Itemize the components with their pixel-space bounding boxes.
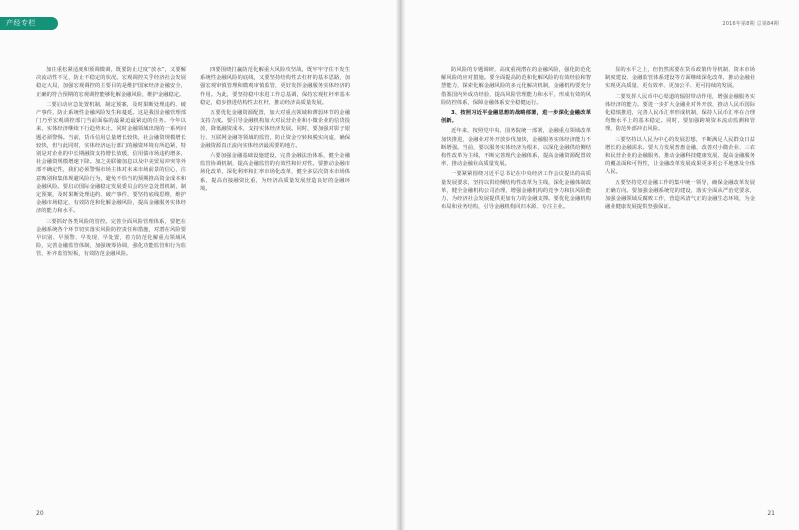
paragraph: 近年来，按照党中央、国务院统一部署，金融重点领域改革加快推进，金融业对外开放步伐加快，金融服务实体经济能力不断增强。当前，要以服务实体经济为根本，以深化金融供给侧结构性改革为主线，不断完善现代金融体系，提高金融资源配置效率，推动金融业高质量发展。 <box>441 128 591 168</box>
paragraph: 六要加强金融基础设施建设，完善金融法治体系，健全金融监管协调机制，提高金融监管的有效性和针对性。要推动金融市场化改革，深化利率和汇率市场化改革，健全多层次资本市场体系，提高直接融资比重，为经济高质量发展营造良好的金融环境。 <box>200 153 350 192</box>
issue-info: 2016年第8期 总第84期 <box>722 21 779 27</box>
left-page <box>0 0 399 530</box>
paragraph: 五要优化金融资源配置，加大对重点领域和薄弱环节的金融支持力度。要引导金融机构加大对民营企业和小微企业的信贷投放，降低融资成本，支持实体经济发展。同时，要加强对影子银行、互联网金融等领域的监管，防止资金空转和脱实向虚，确保金融资源真正流向实体经济最需要的地方。 <box>200 110 350 149</box>
right-page-column-1 <box>441 66 591 486</box>
section-heading: 3、按照习近平金融思想的战略部署，进一步深化金融改革创新。 <box>441 110 591 125</box>
paragraph: 三要抓好各类风险的管控。完善全面风险管理体系，要把在金融系统各个环节切实落实风险防控责任和措施，对潜在风险要早识别、早预警、早发现、早处置，着力防范化解重点领域风险，完善金融监管体制，加强统筹协调，强化功能监管和行为监管，补齐监管短板，有效防范金融风险。 <box>36 218 186 258</box>
right-page-column-2 <box>605 66 755 486</box>
page-number-left: 20 <box>36 510 44 517</box>
paragraph: 五要坚持党对金融工作的集中统一领导，确保金融改革发展正确方向。要加强金融系统党的建设，落实全面从严治党要求，加强金融领域反腐败工作，营造风清气正的金融生态环境，为金融业健康发展提供坚强保证。 <box>605 179 755 211</box>
paragraph: 三要坚持以人民为中心的发展思想，不断满足人民群众日益增长的金融需求。要大力发展普惠金融，改善对小微企业、三农和民营企业的金融服务，推动金融科技健康发展，提高金融服务的覆盖面和可得性，让金融改革发展成果更多更公平地惠及全体人民。 <box>605 136 755 176</box>
paragraph: 二要启动应急处置机制，制定预案，及时果断处理违约、破产事件，防止系统性金融风险发生和蔓延。这是我国金融管理部门乃至宏观调控部门当前面临的最紧迫最紧迫的任务。今年以来，实体经济继续下行趋势未止，同时金融领域出现的一系列问题必须警惕。当前，货币信用总量增长较快，社会融资规模增长较快，但与此同时，实体经济运行部门的融资环境有所趋紧，特别是对企业的中长期融资支持增长放缓，信用债市场违约增多，社会融资规模增速下降。加之美联储加息以及中美贸易冲突等外部不确定性，我们必须警惕市场主体对未来市场前景的信心，注意甄别和集体规避风险行为，避免不恰当的预期推高资金成本和金融风险。要启动国际金融稳定发展委员会的应急处置机制，制定预案，及时果断处理违约、破产事件，要坚持底线思维，维护金融市场稳定，有效防范和化解金融风险，提高金融服务实体经济的能力和水平。 <box>36 101 186 215</box>
left-page-column-2 <box>200 66 350 486</box>
section-tab: 产经专栏 <box>0 17 58 30</box>
right-page <box>401 0 799 530</box>
paragraph: 显的水平之上，但仍然需要在货币政策传导机制、资本市场制度建设、金融监管体系建设等方面继续深化改革，推动金融业实现更高质量、更有效率、更加公平、更可持续的发展。 <box>605 67 755 90</box>
paragraph: 加注重松紧适度和预调微调，既要防止过度“放水”，又要解决流动性不足、防止不稳定的状况。宏观调控关乎经济社会发展稳定大局，加强宏观调控的主要目的是维护国家经济金融安全，正确的符合预期的宏观调控能够化解金融风险，维护金融稳定。 <box>36 67 186 98</box>
paragraph: 防风险的专题调研，高度重视潜在的金融风险，强化防范化解风险的应对措施。要全面提高防范和化解风险的有效经验和智慧能力，探索化解金融风险的多元化解决机制，金融机构要充分借鉴国内外成功经验，提高风险管理能力和水平，形成有效的风险防控体系，保障金融体系安全稳健运行。 <box>441 67 591 106</box>
paragraph: 四要围绕打赢防范化解重大风险攻坚战，既牢牢守住不发生系统性金融风险的底线，又要坚持结构性去杠杆的基本思路，加强宏观审慎管理和微观审慎监管，更好发挥金融服务实体经济的作用。为此，要坚持稳中求进工作总基调，保持宏观杠杆率基本稳定，稳步推进结构性去杠杆，推动经济高质量发展。 <box>200 67 350 106</box>
paragraph: 二要发挥人民币中心渠道的辐射带动作用，增强金融服务实体经济的能力。要进一步扩大金融业对外开放，推动人民币国际化稳慎推进，完善人民币汇率形成机制，保持人民币汇率在合理均衡水平上的基本稳定。同时，要加强跨境资本流动监测和管理，防范外部冲击风险。 <box>605 93 755 133</box>
paragraph: 一要紧紧围绕习近平总书记在中央经济工作会议提出的高质量发展要求，坚持以供给侧结构性改革为主线，深化金融体制改革，健全金融机构公司治理，增强金融机构的竞争力和抗风险能力，为经济社会发展提供更加有力的金融支撑。要优化金融机构布局和业务结构，引导金融机构回归本源、专注主业。 <box>441 171 591 211</box>
left-page-column-1 <box>36 66 186 486</box>
book-gutter <box>396 0 405 530</box>
page-number-right: 21 <box>767 510 775 517</box>
